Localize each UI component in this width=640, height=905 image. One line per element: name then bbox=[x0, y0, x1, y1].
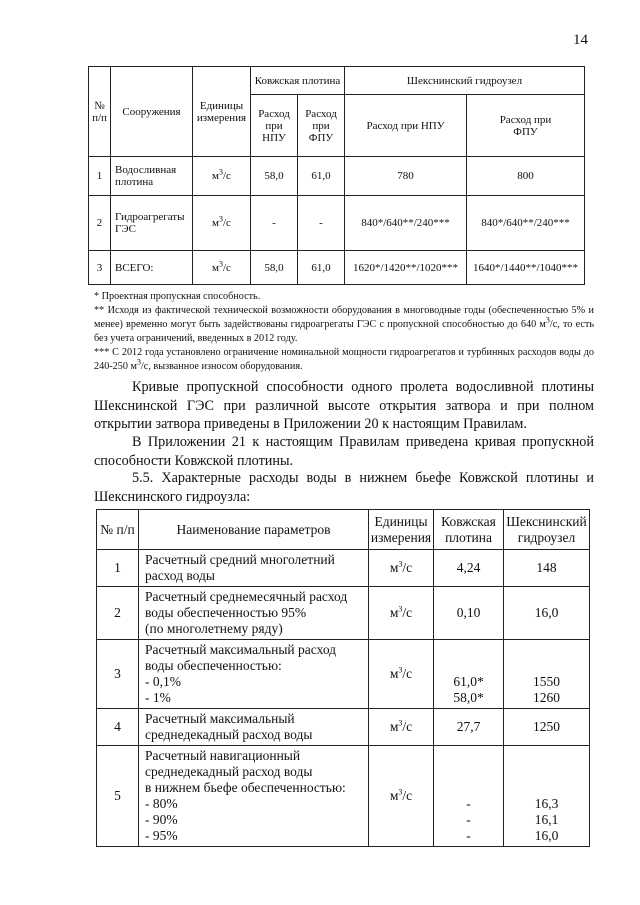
parameter-line: Расчетный максимальный расход bbox=[145, 642, 337, 657]
row-unit: $м^3/с$ bbox=[193, 251, 251, 285]
table-footnotes bbox=[94, 290, 594, 374]
row-unit: $м^3/с$ bbox=[369, 550, 434, 587]
structures-flow-table bbox=[88, 66, 585, 285]
row-kovzha-value: 0,10 bbox=[434, 587, 504, 640]
row-kovzha-fpu: 61,0 bbox=[298, 251, 345, 285]
header-number: № п/п bbox=[97, 510, 139, 550]
parameter-line: - 80% bbox=[145, 796, 178, 811]
table-row bbox=[97, 746, 590, 847]
footnote-2: ** Исходя из фактической технической возможности оборудования в многоводные годы (обеспеченностью 5% и менее) временно могут быть задействованы гидроагрегаты ГЭС с пропускной способностью до 640 $м^3/с$, то есть без учета ограничений, введенных в 2012 году. bbox=[94, 305, 594, 344]
header-parameters: Наименование параметров bbox=[139, 510, 369, 550]
header-kovzha-dam: Ковжская плотина bbox=[251, 67, 345, 95]
value-line: 16,0 bbox=[534, 828, 559, 843]
value-line: 58,0* bbox=[453, 690, 484, 705]
header-sheksna-hydro: Шекснинский гидроузел bbox=[345, 67, 585, 95]
table-row bbox=[97, 587, 590, 640]
row-unit: $м^3/с$ bbox=[369, 640, 434, 709]
parameter-line: (по многолетнему ряду) bbox=[145, 621, 283, 636]
row-unit: $м^3/с$ bbox=[193, 157, 251, 196]
header-structures: Сооружения bbox=[111, 67, 193, 157]
row-unit: $м^3/с$ bbox=[369, 746, 434, 847]
row-name: ВСЕГО: bbox=[111, 251, 193, 285]
row-parameter bbox=[139, 640, 369, 709]
row-parameter bbox=[139, 746, 369, 847]
row-kovzha-value bbox=[434, 746, 504, 847]
parameter-line: Расчетный максимальный bbox=[145, 711, 295, 726]
table-row bbox=[97, 709, 590, 746]
parameter-line: - 95% bbox=[145, 828, 178, 843]
row-kovzha-fpu: 61,0 bbox=[298, 157, 345, 196]
row-number: 1 bbox=[97, 550, 139, 587]
row-unit: $м^3/с$ bbox=[193, 196, 251, 251]
parameter-line: - 0,1% bbox=[145, 674, 181, 689]
value-line: 1550 bbox=[533, 674, 560, 689]
header-kovzha-dam: Ковжская плотина bbox=[434, 510, 504, 550]
row-parameter bbox=[139, 709, 369, 746]
table-row bbox=[97, 640, 590, 709]
value-line: 16,1 bbox=[534, 812, 559, 827]
paragraph-appendix-21: В Приложении 21 к настоящим Правилам приведена кривая пропускной способности Ковжской плотины. bbox=[94, 434, 594, 469]
row-number: 4 bbox=[97, 709, 139, 746]
row-kovzha-fpu: - bbox=[298, 196, 345, 251]
row-kovzha-value: 4,24 bbox=[434, 550, 504, 587]
paragraph-discharge-curves: Кривые пропускной способности одного пролета водосливной плотины Шекснинской ГЭС при различной высоте открытия затвора и при полном открытии затвора приведены в Приложении 20 к настоящим Правилам. bbox=[94, 379, 594, 432]
row-parameter bbox=[139, 550, 369, 587]
value-line: 1260 bbox=[533, 690, 560, 705]
row-sheksna-value bbox=[504, 640, 590, 709]
row-sheksna-value bbox=[504, 746, 590, 847]
row-sheksna-fpu: 800 bbox=[467, 157, 585, 196]
row-sheksna-fpu: 1640*/1440**/1040*** bbox=[467, 251, 585, 285]
row-kovzha-npu: 58,0 bbox=[251, 157, 298, 196]
row-sheksna-npu: 840*/640**/240*** bbox=[345, 196, 467, 251]
row-kovzha-value: 27,7 bbox=[434, 709, 504, 746]
header-sheksna-npu: Расход при НПУ bbox=[345, 95, 467, 157]
parameter-line: Расчетный навигационный bbox=[145, 748, 301, 763]
row-number: 2 bbox=[89, 196, 111, 251]
header-kovzha-fpu: Расход при ФПУ bbox=[298, 95, 345, 157]
row-name: Водосливная плотина bbox=[111, 157, 193, 196]
value-line: - bbox=[466, 796, 471, 811]
row-sheksna-npu: 1620*/1420**/1020*** bbox=[345, 251, 467, 285]
table-row bbox=[89, 196, 585, 251]
row-unit: $м^3/с$ bbox=[369, 709, 434, 746]
parameter-line: расход воды bbox=[145, 568, 215, 583]
row-number: 3 bbox=[89, 251, 111, 285]
row-sheksna-value: 148 bbox=[504, 550, 590, 587]
row-kovzha-npu: - bbox=[251, 196, 298, 251]
parameter-line: воды обеспеченностью: bbox=[145, 658, 282, 673]
value-line: 61,0* bbox=[453, 674, 484, 689]
page-number: 14 bbox=[573, 32, 588, 48]
value-line: 16,3 bbox=[534, 796, 559, 811]
row-parameter bbox=[139, 587, 369, 640]
parameter-line: - 90% bbox=[145, 812, 178, 827]
parameter-line: среднедекадный расход воды bbox=[145, 727, 313, 742]
row-unit: $м^3/с$ bbox=[369, 587, 434, 640]
table-row bbox=[89, 251, 585, 285]
parameter-line: - 1% bbox=[145, 690, 171, 705]
header-sheksna-hydro: Шекснинский гидроузел bbox=[504, 510, 590, 550]
parameter-line: воды обеспеченностью 95% bbox=[145, 605, 307, 620]
row-number: 3 bbox=[97, 640, 139, 709]
header-sheksna-fpu: Расход при ФПУ bbox=[467, 95, 585, 157]
header-number: № п/п bbox=[89, 67, 111, 157]
row-kovzha-npu: 58,0 bbox=[251, 251, 298, 285]
header-units: Единицы измерения bbox=[193, 67, 251, 157]
paragraph-section-5-5: 5.5. Характерные расходы воды в нижнем бьефе Ковжской плотины и Шекснинского гидроузла: bbox=[94, 470, 594, 505]
header-kovzha-npu: Расход при НПУ bbox=[251, 95, 298, 157]
row-number: 5 bbox=[97, 746, 139, 847]
row-kovzha-value bbox=[434, 640, 504, 709]
value-line: - bbox=[466, 828, 471, 843]
footnote-1: * Проектная пропускная способность. bbox=[94, 291, 261, 302]
row-name: Гидроагрегаты ГЭС bbox=[111, 196, 193, 251]
row-sheksna-npu: 780 bbox=[345, 157, 467, 196]
characteristic-discharges-table bbox=[96, 509, 590, 847]
header-units: Единицы измерения bbox=[369, 510, 434, 550]
parameter-line: среднедекадный расход воды bbox=[145, 764, 313, 779]
value-line: - bbox=[466, 812, 471, 827]
parameter-line: Расчетный среднемесячный расход bbox=[145, 589, 348, 604]
parameter-line: Расчетный средний многолетний bbox=[145, 552, 335, 567]
row-sheksna-fpu: 840*/640**/240*** bbox=[467, 196, 585, 251]
table-row bbox=[97, 550, 590, 587]
row-number: 2 bbox=[97, 587, 139, 640]
table-row bbox=[89, 157, 585, 196]
footnote-3: *** С 2012 года установлено ограничение номинальной мощности гидроагрегатов и турбинных расходов воды до 240-250 $м^3/с$, вызванное износом оборудования. bbox=[94, 347, 594, 372]
row-number: 1 bbox=[89, 157, 111, 196]
row-sheksna-value: 16,0 bbox=[504, 587, 590, 640]
row-sheksna-value: 1250 bbox=[504, 709, 590, 746]
parameter-line: в нижнем бьефе обеспеченностью: bbox=[145, 780, 346, 795]
